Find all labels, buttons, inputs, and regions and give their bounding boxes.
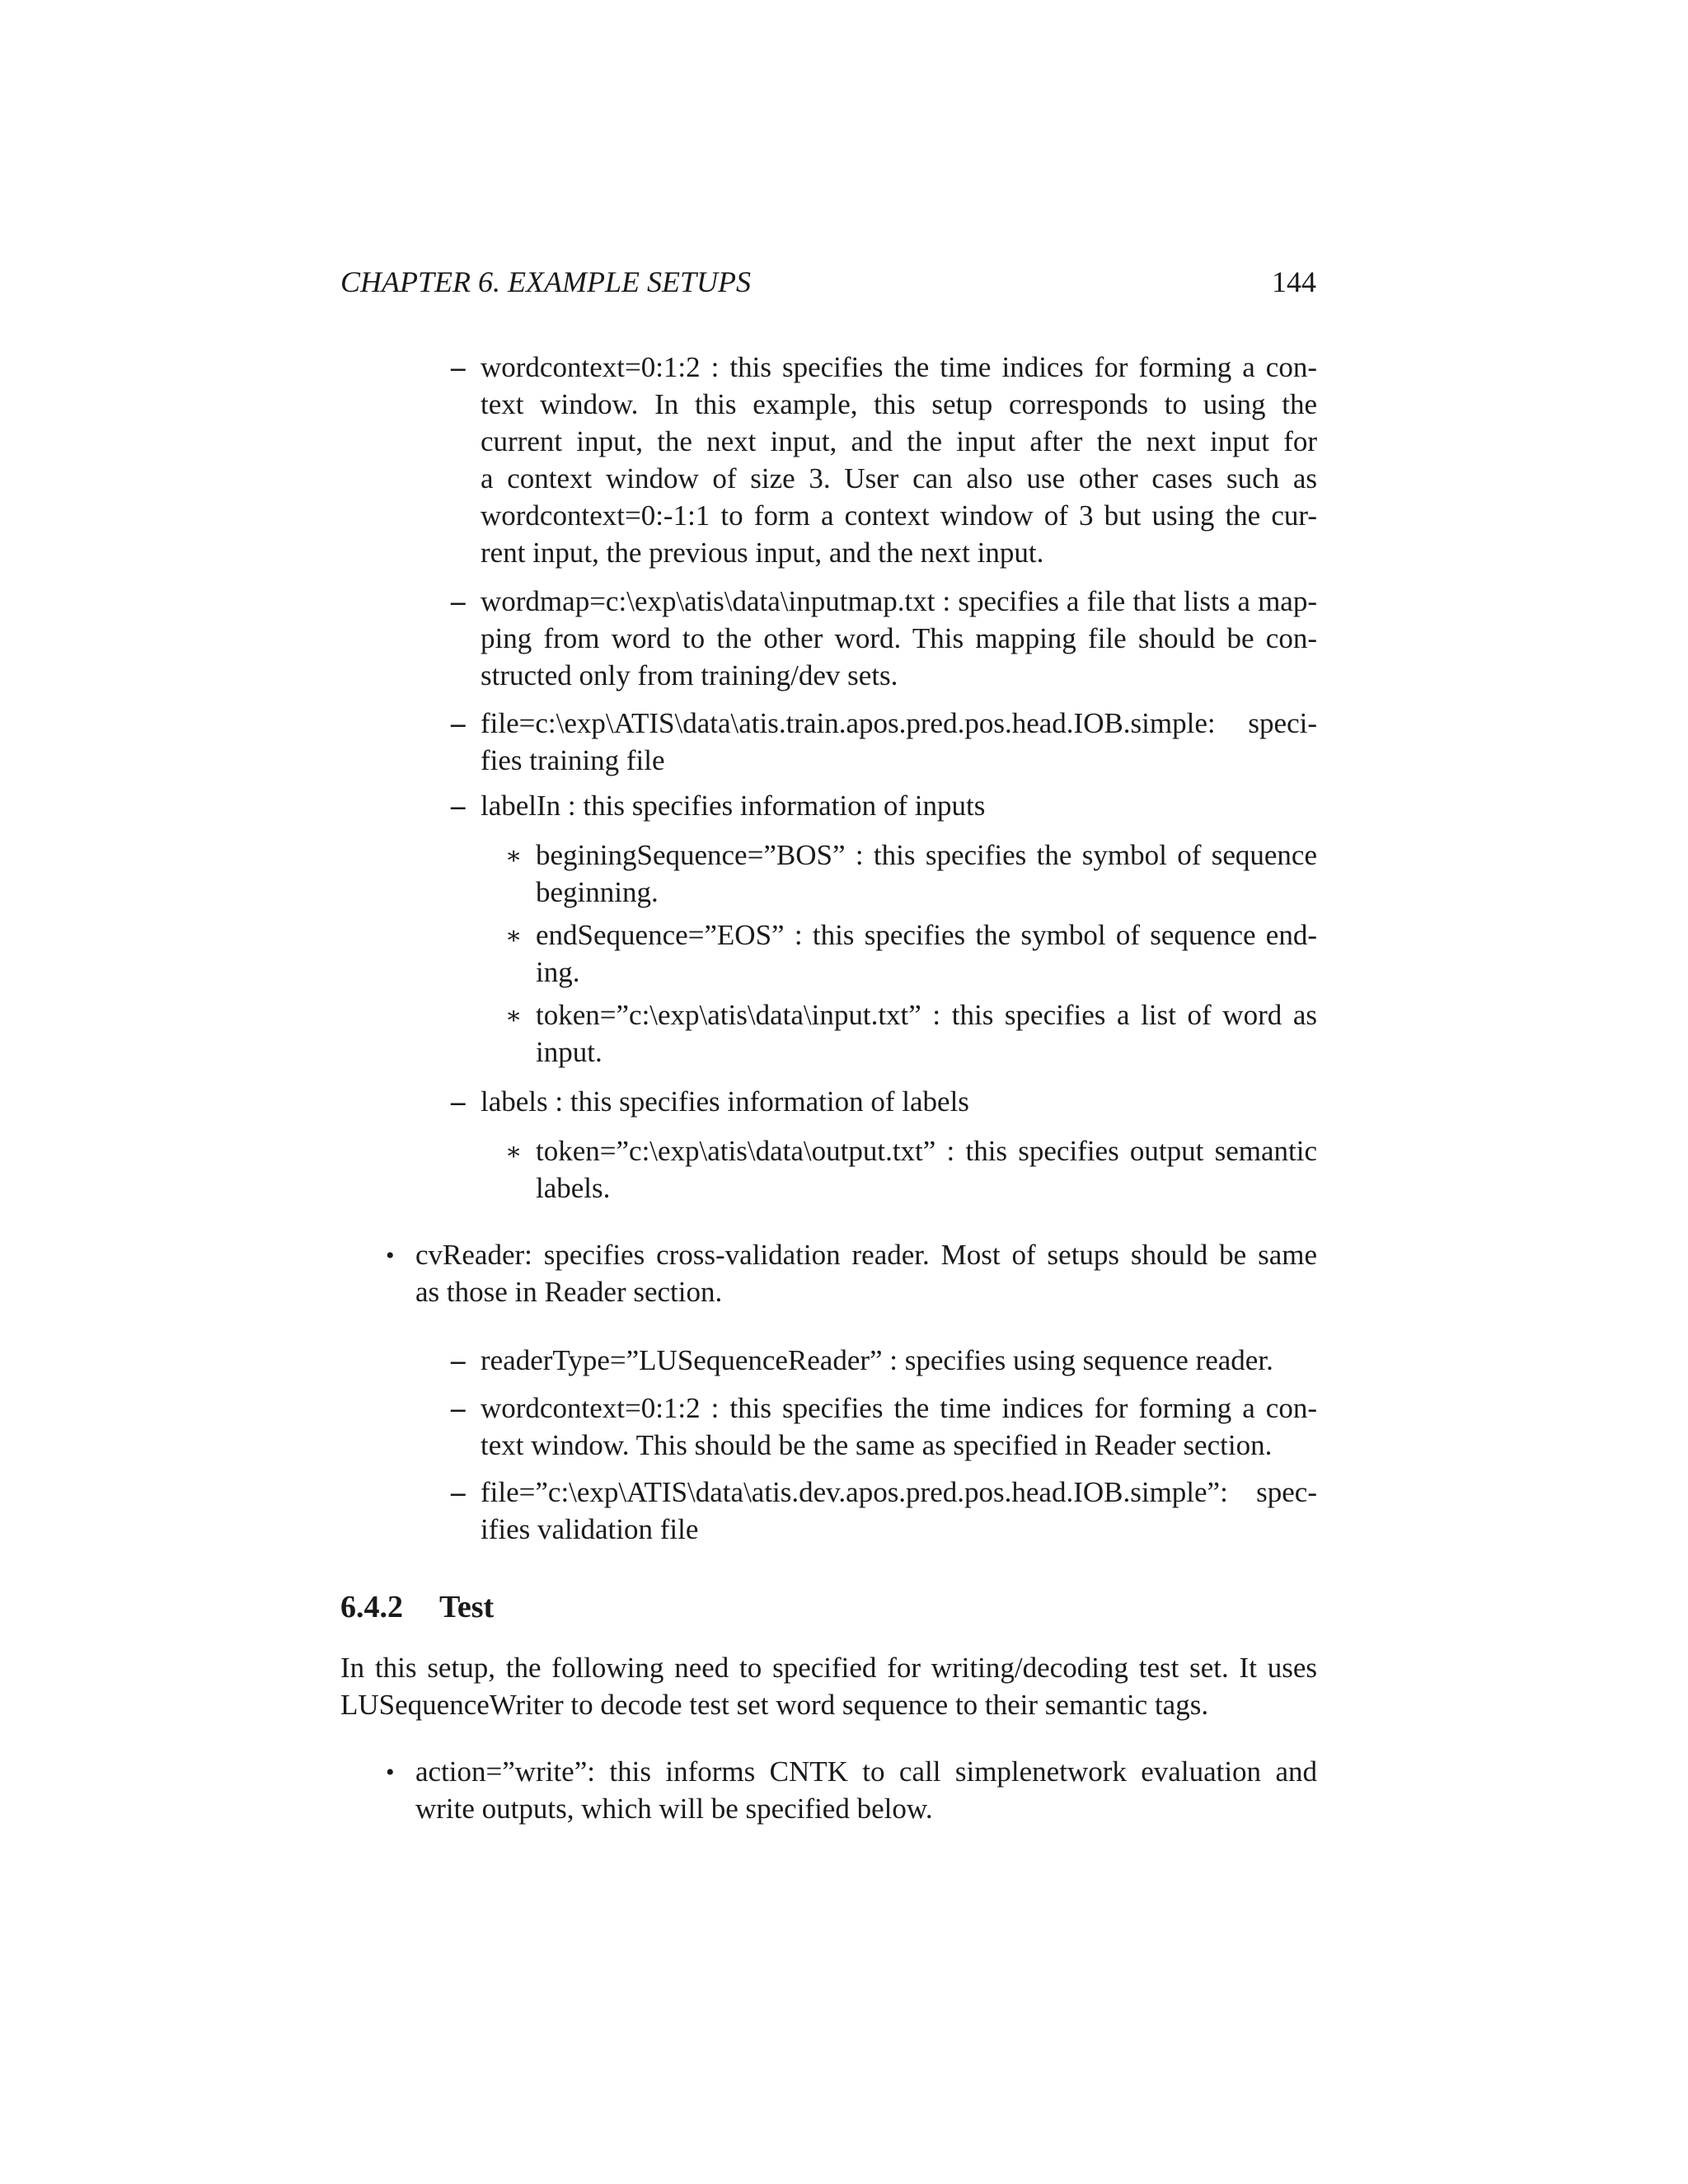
asterisk-marker: ∗ xyxy=(505,842,523,869)
text-line: beginning. xyxy=(536,876,659,908)
text-line: token=”c:\exp\atis\data\input.txt” : this specifies a list of word as xyxy=(536,999,1317,1031)
text-line: labels. xyxy=(536,1172,611,1204)
text-line: as those in Reader section. xyxy=(415,1276,723,1308)
dash-marker: – xyxy=(451,585,466,617)
text-line: LUSequenceWriter to decode test set word sequence to their semantic tags. xyxy=(340,1689,1209,1721)
text-line: token=”c:\exp\atis\data\output.txt” : this specifies output semantic xyxy=(536,1135,1317,1167)
bullet-marker: • xyxy=(386,1242,395,1269)
text-line: file=c:\exp\ATIS\data\atis.train.apos.pred.pos.head.IOB.simple: speci- xyxy=(481,707,1317,739)
running-header: CHAPTER 6. EXAMPLE SETUPS xyxy=(340,265,751,298)
text-line: wordcontext=0:-1:1 to form a context window of 3 but using the cur- xyxy=(481,499,1317,532)
text-line: cvReader: specifies cross-validation reader. Most of setups should be same xyxy=(415,1239,1317,1271)
text-line: structed only from training/dev sets. xyxy=(481,659,898,691)
text-line: beginingSequence=”BOS” : this specifies the symbol of sequence xyxy=(536,839,1317,871)
text-line: action=”write”: this informs CNTK to call simplenetwork evaluation and xyxy=(415,1755,1317,1788)
text-line: labels : this specifies information of labels xyxy=(481,1085,969,1118)
asterisk-marker: ∗ xyxy=(505,1002,523,1029)
section-title: Test xyxy=(439,1590,495,1624)
text-line: fies training file xyxy=(481,744,665,776)
text-line: input. xyxy=(536,1036,603,1068)
text-line: ifies validation file xyxy=(481,1513,699,1545)
text-line: In this setup, the following need to specified for writing/decoding test set. It uses xyxy=(340,1652,1317,1684)
text-line: wordcontext=0:1:2 : this specifies the time indices for forming a con- xyxy=(481,1392,1317,1424)
text-line: a context window of size 3. User can also use other cases such as xyxy=(481,462,1317,494)
text-line: wordcontext=0:1:2 : this specifies the time indices for forming a con- xyxy=(481,351,1317,383)
text-line: endSequence=”EOS” : this specifies the symbol of sequence end- xyxy=(536,919,1317,951)
text-line: write outputs, which will be specified below. xyxy=(415,1793,933,1825)
dash-marker: – xyxy=(451,1392,466,1424)
bullet-marker: • xyxy=(386,1759,395,1786)
dash-marker: – xyxy=(451,790,466,822)
text-line: rent input, the previous input, and the next input. xyxy=(481,537,1044,569)
section-number: 6.4.2 xyxy=(340,1590,403,1624)
dash-marker: – xyxy=(451,707,466,739)
page-number: 144 xyxy=(1272,265,1316,298)
dash-marker: – xyxy=(451,1476,466,1508)
text-line: ing. xyxy=(536,956,580,988)
text-line: labelIn : this specifies information of inputs xyxy=(481,790,986,822)
text-line: wordmap=c:\exp\atis\data\inputmap.txt : specifies a file that lists a map- xyxy=(481,585,1317,617)
asterisk-marker: ∗ xyxy=(505,922,523,949)
text-line: text window. This should be the same as specified in Reader section. xyxy=(481,1429,1273,1461)
asterisk-marker: ∗ xyxy=(505,1138,523,1165)
dash-marker: – xyxy=(451,351,466,383)
dash-marker: – xyxy=(451,1085,466,1118)
text-line: ping from word to the other word. This mapping file should be con- xyxy=(481,622,1317,654)
text-line: file=”c:\exp\ATIS\data\atis.dev.apos.pred.pos.head.IOB.simple”: spec- xyxy=(481,1476,1317,1508)
text-line: readerType=”LUSequenceReader” : specifies using sequence reader. xyxy=(481,1344,1273,1376)
text-line: text window. In this example, this setup corresponds to using the xyxy=(481,388,1317,420)
dash-marker: – xyxy=(451,1344,466,1376)
text-line: current input, the next input, and the input after the next input for xyxy=(481,425,1317,457)
